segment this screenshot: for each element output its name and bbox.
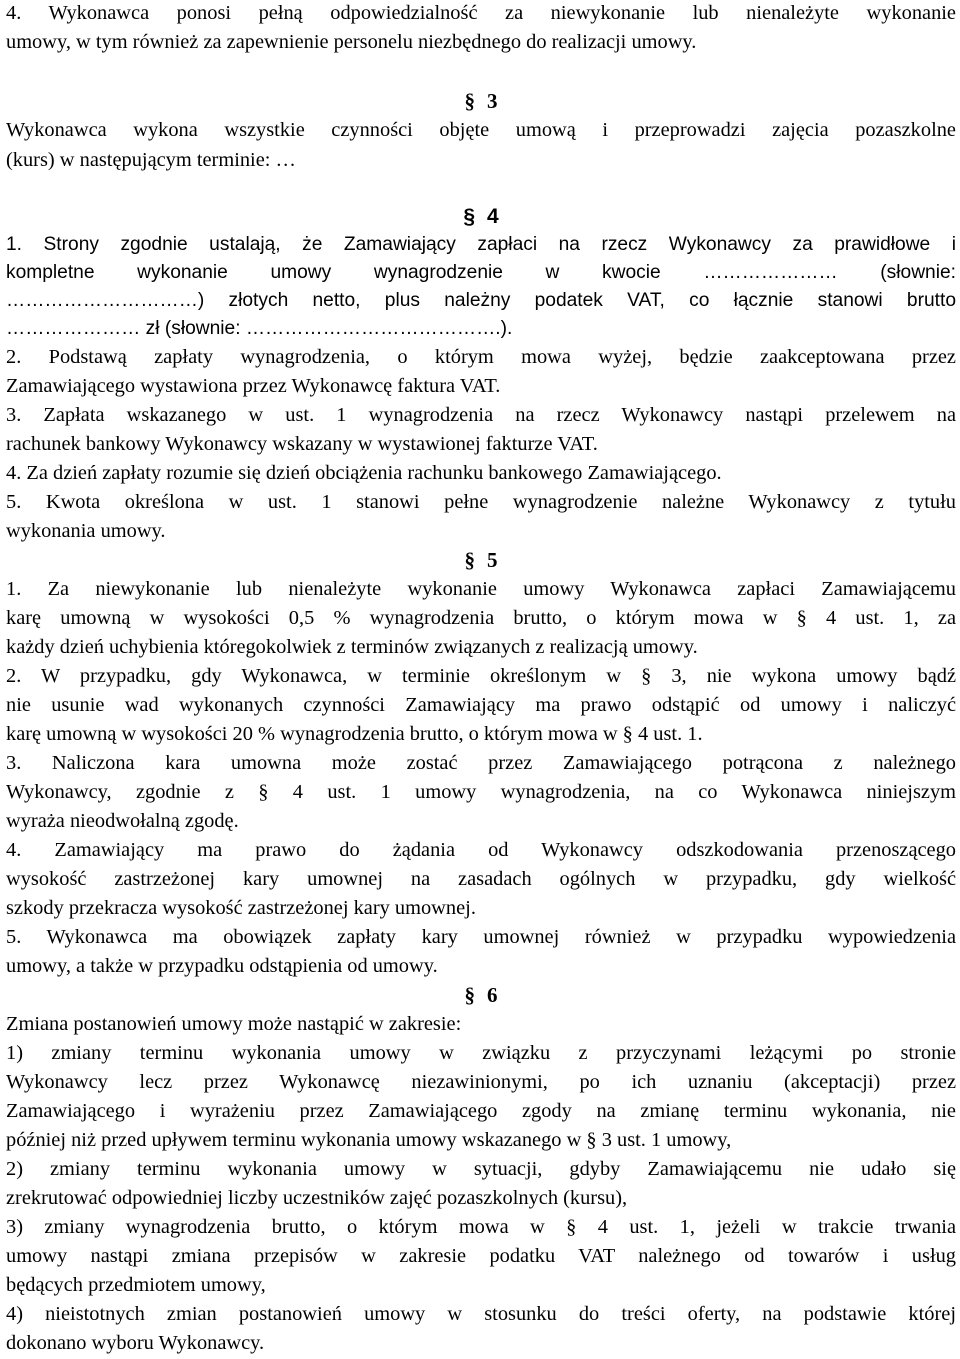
paragraph-line: Wykonawcy lecz przez Wykonawcę niezawinionymi, po ich uznaniu (akceptacji) przez xyxy=(6,1071,956,1093)
paragraph-line: szkody przekracza wysokość zastrzeżonej kary umownej. xyxy=(6,897,476,919)
paragraph-line: wyraża nieodwołalną zgodę. xyxy=(6,810,239,832)
paragraph-line: 2) zmiany terminu wykonania umowy w sytuacji, gdyby Zamawiającemu nie udało się xyxy=(6,1158,956,1180)
section-number: 4 xyxy=(487,205,499,228)
paragraph-line: 3) zmiany wynagrodzenia brutto, o którym mowa w § 4 ust. 1, jeżeli w trakcie trwania xyxy=(6,1216,956,1238)
paragraph-line: rachunek bankowy Wykonawcy wskazany w wystawionej fakturze VAT. xyxy=(6,433,598,455)
section-number: 5 xyxy=(487,548,498,572)
paragraph-line: (kurs) w następującym terminie: … xyxy=(6,149,296,171)
paragraph-line: będących przedmiotem umowy, xyxy=(6,1274,266,1296)
paragraph-line: dokonano wyboru Wykonawcy. xyxy=(6,1332,265,1354)
section-symbol: § xyxy=(464,548,475,572)
section-number: 6 xyxy=(487,983,498,1007)
paragraph-line: 4. Za dzień zapłaty rozumie się dzień obciążenia rachunku bankowego Zamawiającego. xyxy=(6,462,722,484)
paragraph-line: karę umowną w wysokości 0,5 % wynagrodzenia brutto, o którym mowa w § 4 ust. 1, za xyxy=(6,607,956,629)
paragraph-line: nie usunie wad wykonanych czynności Zamawiający ma prawo odstąpić od umowy i naliczyć xyxy=(6,694,956,716)
paragraph-line: zrekrutować odpowiedniej liczby uczestników zajęć pozaszkolnych (kursu), xyxy=(6,1187,628,1209)
section-heading-5 xyxy=(6,547,956,573)
paragraph-line: 1) zmiany terminu wykonania umowy w związku z przyczynami leżącymi po stronie xyxy=(6,1042,956,1064)
section-symbol: § xyxy=(463,205,475,228)
section-heading-4 xyxy=(6,204,956,230)
paragraph-line: 5. Wykonawca ma obowiązek zapłaty kary umownej również w przypadku wypowiedzenia xyxy=(6,926,956,948)
paragraph-line: umowy, a także w przypadku odstąpienia od umowy. xyxy=(6,955,438,977)
paragraph-line: ………………… zł (słownie: ………………………………….). xyxy=(6,318,513,339)
section-heading-6 xyxy=(6,982,956,1008)
section-symbol: § xyxy=(464,89,475,113)
paragraph-line: 3. Zapłata wskazanego w ust. 1 wynagrodzenia na rzecz Wykonawcy nastąpi przelewem na xyxy=(6,404,956,426)
paragraph-line: 5. Kwota określona w ust. 1 stanowi pełne wynagrodzenie należne Wykonawcy z tytułu xyxy=(6,491,956,513)
paragraph-line: umowy nastąpi zmiana przepisów w zakresie podatku VAT należnego od towarów i usług xyxy=(6,1245,956,1267)
paragraph-line: umowy, w tym również za zapewnienie personelu niezbędnego do realizacji umowy. xyxy=(6,31,697,53)
section-heading-3 xyxy=(6,88,956,114)
paragraph-line: Wykonawcy, zgodnie z § 4 ust. 1 umowy wynagrodzenia, na co Wykonawca niniejszym xyxy=(6,781,956,803)
section-symbol: § xyxy=(464,983,475,1007)
paragraph-line: karę umowną w wysokości 20 % wynagrodzenia brutto, o którym mowa w § 4 ust. 1. xyxy=(6,723,703,745)
paragraph-line: każdy dzień uchybienia któregokolwiek z terminów związanych z realizacją umowy. xyxy=(6,636,698,658)
paragraph-line: 2. Podstawą zapłaty wynagrodzenia, o którym mowa wyżej, będzie zaakceptowana przez xyxy=(6,346,956,368)
paragraph-line: 4. Zamawiający ma prawo do żądania od Wykonawcy odszkodowania przenoszącego xyxy=(6,839,956,861)
paragraph-line: Zamawiającego wystawiona przez Wykonawcę faktura VAT. xyxy=(6,375,501,397)
paragraph-line: Zamawiającego i wyrażeniu przez Zamawiającego zgody na zmianę terminu wykonania, nie xyxy=(6,1100,956,1122)
paragraph-line: 1. Za niewykonanie lub nienależyte wykonanie umowy Wykonawca zapłaci Zamawiającemu xyxy=(6,578,956,600)
paragraph-line: kompletne wykonanie umowy wynagrodzenie w kwocie ………………… (słownie: xyxy=(6,262,956,283)
paragraph-line: 3. Naliczona kara umowna może zostać przez Zamawiającego potrącona z należnego xyxy=(6,752,956,774)
paragraph-line: wysokość zastrzeżonej kary umownej na zasadach ogólnych w przypadku, gdy wielkość xyxy=(6,868,956,890)
paragraph-line: 4. Wykonawca ponosi pełną odpowiedzialność za niewykonanie lub nienależyte wykonanie xyxy=(6,2,956,24)
paragraph-line: 1. Strony zgodnie ustalają, że Zamawiający zapłaci na rzecz Wykonawcy za prawidłowe i xyxy=(6,234,956,255)
section-number: 3 xyxy=(487,89,498,113)
paragraph-line: Wykonawca wykona wszystkie czynności objęte umową i przeprowadzi zajęcia pozaszkolne xyxy=(6,119,956,141)
paragraph-line: 4) nieistotnych zmian postanowień umowy w stosunku do treści oferty, na podstawie której xyxy=(6,1303,956,1325)
paragraph-line: Zmiana postanowień umowy może nastąpić w zakresie: xyxy=(6,1013,462,1035)
paragraph-line: 2. W przypadku, gdy Wykonawca, w terminie określonym w § 3, nie wykona umowy bądź xyxy=(6,665,956,687)
paragraph-line: później niż przed upływem terminu wykonania umowy wskazanego w § 3 ust. 1 umowy, xyxy=(6,1129,732,1151)
paragraph-line: wykonania umowy. xyxy=(6,520,166,542)
paragraph-line: …………………………) złotych netto, plus należny podatek VAT, co łącznie stanowi brutto xyxy=(6,290,956,311)
